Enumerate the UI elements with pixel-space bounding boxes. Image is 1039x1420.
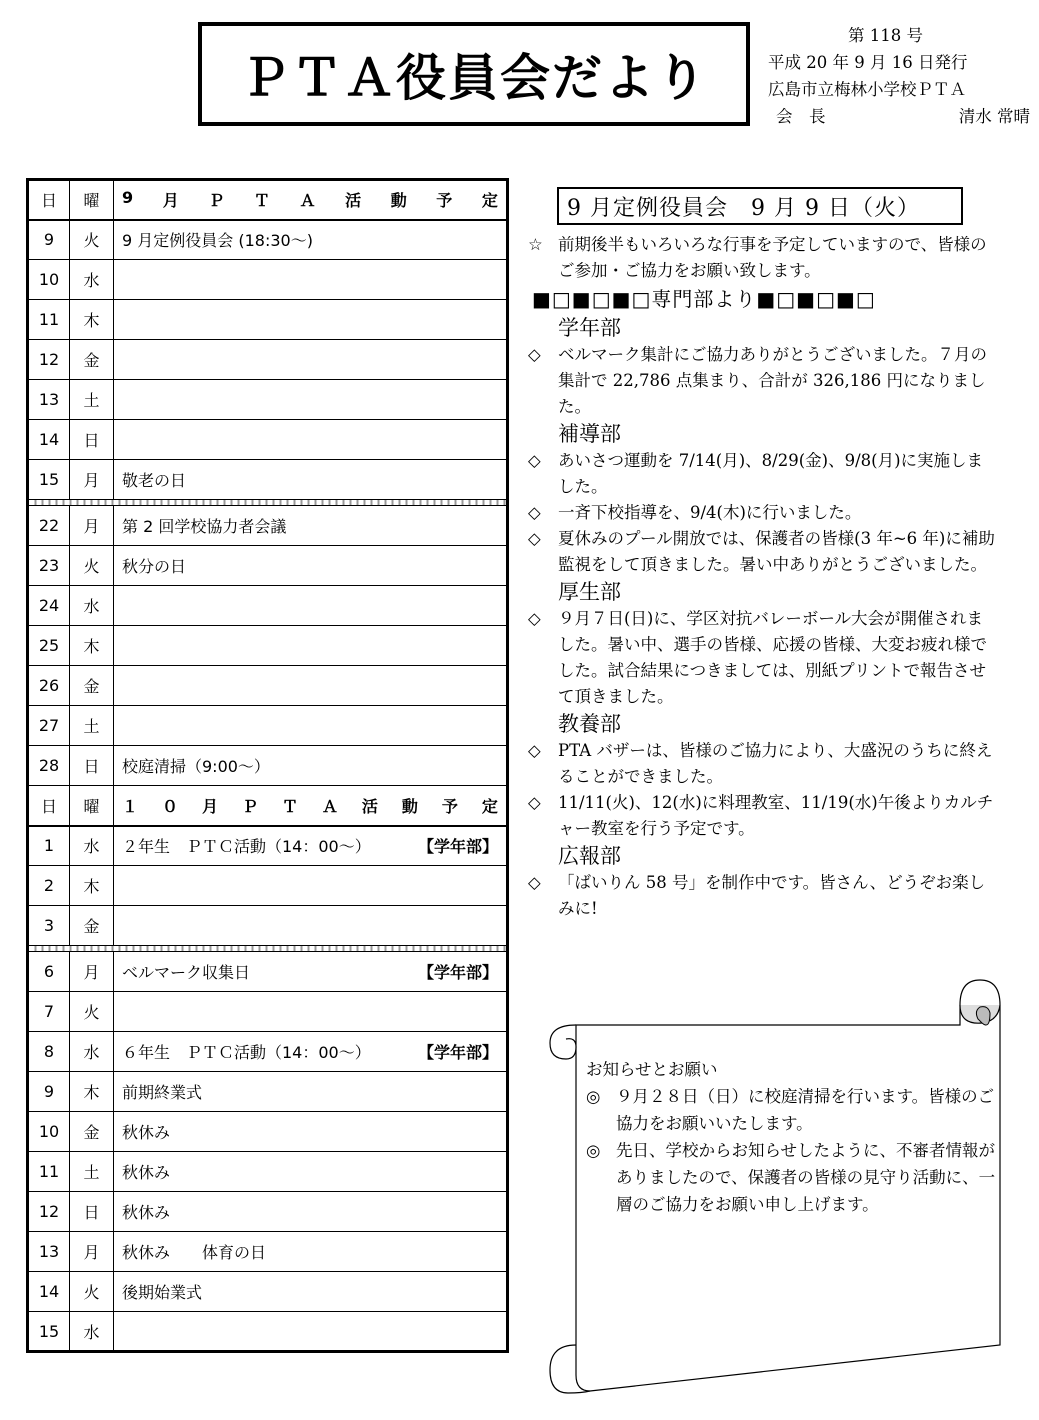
row-event-cell bbox=[114, 706, 508, 746]
schedule-row bbox=[28, 420, 508, 460]
row-event-cell bbox=[114, 1272, 508, 1312]
schedule-row bbox=[28, 992, 508, 1032]
schedule-row bbox=[28, 506, 508, 546]
row-event: 秋休み bbox=[122, 1203, 171, 1222]
row-weekday: 水 bbox=[70, 826, 114, 866]
schedule-row bbox=[28, 1152, 508, 1192]
row-weekday: 金 bbox=[70, 666, 114, 706]
issue-date: 平成 20 年 9 月 16 日発行 bbox=[768, 53, 968, 72]
section-item bbox=[528, 790, 998, 842]
star-icon: ☆ bbox=[528, 235, 543, 254]
row-weekday: 金 bbox=[70, 340, 114, 380]
row-day: 13 bbox=[28, 1232, 70, 1272]
schedule-row bbox=[28, 220, 508, 260]
row-event-cell bbox=[114, 1112, 508, 1152]
president-name: 清水 常晴 bbox=[958, 107, 1030, 126]
row-day: 8 bbox=[28, 1032, 70, 1072]
section-item-text: 「ばいりん 58 号」を制作中です。皆さん、どうぞお楽しみに! bbox=[558, 873, 986, 918]
row-weekday: 火 bbox=[70, 220, 114, 260]
row-event-cell bbox=[114, 380, 508, 420]
row-weekday: 月 bbox=[70, 1232, 114, 1272]
row-weekday: 土 bbox=[70, 380, 114, 420]
schedule-row bbox=[28, 1112, 508, 1152]
header-title-char: Ｐ bbox=[208, 191, 225, 211]
intro-paragraph bbox=[528, 232, 998, 284]
row-day: 15 bbox=[28, 460, 70, 500]
schedule-row bbox=[28, 706, 508, 746]
row-event: 秋休み bbox=[122, 1123, 171, 1142]
header-title-char: 月 bbox=[162, 191, 179, 211]
section-item bbox=[528, 500, 998, 526]
row-day: 27 bbox=[28, 706, 70, 746]
schedule-row bbox=[28, 666, 508, 706]
row-event-cell bbox=[114, 220, 508, 260]
row-event: 後期始業式 bbox=[122, 1283, 203, 1302]
header-title-char: ０ bbox=[161, 796, 178, 816]
meeting-title: 9 月定例役員会 9 月 9 日（火） bbox=[557, 187, 963, 225]
row-weekday: 木 bbox=[70, 866, 114, 906]
row-day: 9 bbox=[28, 220, 70, 260]
section-item-text: 一斉下校指導を、9/4(木)に行いました。 bbox=[558, 503, 862, 522]
news-sections bbox=[528, 314, 998, 922]
schedule-row bbox=[28, 260, 508, 300]
schedule-row bbox=[28, 586, 508, 626]
row-weekday: 金 bbox=[70, 1112, 114, 1152]
schedule-header-row bbox=[28, 786, 508, 826]
header-title-char: 月 bbox=[201, 796, 218, 816]
row-event-cell bbox=[114, 666, 508, 706]
row-weekday: 日 bbox=[70, 1192, 114, 1232]
section-item bbox=[528, 448, 998, 500]
row-event: 秋休み bbox=[122, 1163, 171, 1182]
row-event-cell bbox=[114, 460, 508, 500]
header-title-char: 動 bbox=[390, 191, 407, 211]
notice-item-text: ９月２８日（日）に校庭清掃を行います。皆様のご協力をお願いいたします。 bbox=[616, 1087, 995, 1133]
schedule-row bbox=[28, 1192, 508, 1232]
section-item-text: 11/11(火)、12(水)に料理教室、11/19(水)午後よりカルチャー教室を行う予定です。 bbox=[558, 793, 994, 838]
row-weekday: 火 bbox=[70, 992, 114, 1032]
section-item-text: ９月７日(日)に、学区対抗バレーボール大会が開催されました。暑い中、選手の皆様、応援の皆様、大変お疲れ様でした。試合結果につきましては、別紙プリントで報告させて頂きました。 bbox=[558, 609, 987, 706]
diamond-icon: ◇ bbox=[528, 503, 541, 522]
row-event: 校庭清掃（9:00～） bbox=[122, 757, 270, 776]
row-weekday: 日 bbox=[70, 746, 114, 786]
row-day: 22 bbox=[28, 506, 70, 546]
row-event-cell bbox=[114, 1152, 508, 1192]
row-day: 14 bbox=[28, 1272, 70, 1312]
president-line bbox=[768, 103, 1030, 130]
header-title-char: 予 bbox=[441, 796, 458, 816]
row-day: 7 bbox=[28, 992, 70, 1032]
header-day: 日 bbox=[28, 180, 70, 220]
schedule-row bbox=[28, 460, 508, 500]
section-heading: 広報部 bbox=[558, 844, 621, 868]
row-day: 15 bbox=[28, 1312, 70, 1352]
row-day: 11 bbox=[28, 300, 70, 340]
schedule-row bbox=[28, 746, 508, 786]
row-event: 敬老の日 bbox=[122, 471, 187, 490]
diamond-icon: ◇ bbox=[528, 345, 541, 364]
row-weekday: 水 bbox=[70, 1312, 114, 1352]
row-event-cell bbox=[114, 1072, 508, 1112]
row-event: ベルマーク収集日 bbox=[122, 963, 251, 982]
row-weekday: 日 bbox=[70, 420, 114, 460]
header-title-char: 定 bbox=[481, 796, 498, 816]
header-title-char: １ bbox=[122, 796, 139, 816]
row-event-cell bbox=[114, 992, 508, 1032]
header-title-char: 動 bbox=[401, 796, 418, 816]
row-day: 14 bbox=[28, 420, 70, 460]
row-day: 6 bbox=[28, 952, 70, 992]
schedule-table bbox=[26, 178, 509, 1353]
header-title-char: Ｔ bbox=[253, 191, 270, 211]
diamond-icon: ◇ bbox=[528, 451, 541, 470]
row-event-cell bbox=[114, 340, 508, 380]
header-title-char: Ｐ bbox=[241, 796, 258, 816]
schedule-row bbox=[28, 1272, 508, 1312]
diamond-icon: ◇ bbox=[528, 873, 541, 892]
row-event: 秋休み 体育の日 bbox=[122, 1243, 267, 1262]
section-heading: 学年部 bbox=[558, 316, 621, 340]
row-event-cell bbox=[114, 506, 508, 546]
row-day: 23 bbox=[28, 546, 70, 586]
row-event: 9 月定例役員会 (18:30～) bbox=[122, 231, 313, 251]
row-weekday: 木 bbox=[70, 626, 114, 666]
schedule-row bbox=[28, 906, 508, 946]
row-event: ６年生 ＰＴＣ活動（14：00～） bbox=[122, 1043, 371, 1062]
row-day: 9 bbox=[28, 1072, 70, 1112]
row-event-cell bbox=[114, 1192, 508, 1232]
section-heading: 教養部 bbox=[558, 712, 621, 736]
header-title-char: 活 bbox=[345, 191, 362, 211]
schedule-header-row bbox=[28, 180, 508, 220]
section-item bbox=[528, 738, 998, 790]
header-title-chars bbox=[122, 188, 498, 211]
notice-item-text: 先日、学校からお知らせしたように、不審者情報がありましたので、保護者の皆様の見守り活動に、一層のご協力をお願い申し上げます。 bbox=[616, 1141, 996, 1214]
schedule-row bbox=[28, 300, 508, 340]
row-event-cell bbox=[114, 1032, 508, 1072]
section-item bbox=[528, 606, 998, 710]
diamond-icon: ◇ bbox=[528, 793, 541, 812]
row-day: 13 bbox=[28, 380, 70, 420]
section-item-text: PTA バザーは、皆様のご協力により、大盛況のうちに終えることができました。 bbox=[558, 741, 993, 786]
notice-items bbox=[586, 1083, 996, 1218]
diamond-icon: ◇ bbox=[528, 529, 541, 548]
row-event-cell bbox=[114, 906, 508, 946]
notice-item bbox=[586, 1137, 996, 1218]
intro-text: 前期後半もいろいろな行事を予定していますので、皆様のご参加・ご協力をお願い致します。 bbox=[558, 235, 987, 280]
header-title bbox=[114, 786, 508, 826]
section-item-text: 夏休みのプール開放では、保護者の皆様(3 年~6 年)に補助監視をして頂きました。暑い中ありがとうございました。 bbox=[558, 529, 995, 574]
issue-info bbox=[768, 22, 1030, 130]
row-weekday: 金 bbox=[70, 906, 114, 946]
header-title-char: Ｔ bbox=[281, 796, 298, 816]
row-day: 11 bbox=[28, 1152, 70, 1192]
schedule-row bbox=[28, 1072, 508, 1112]
header-title-chars bbox=[122, 794, 498, 817]
double-circle-icon: ◎ bbox=[586, 1141, 601, 1160]
news-column bbox=[528, 232, 998, 922]
row-day: 10 bbox=[28, 1112, 70, 1152]
school-name: 広島市立梅林小学校ＰＴＡ bbox=[768, 80, 966, 99]
row-weekday: 火 bbox=[70, 1272, 114, 1312]
row-weekday: 月 bbox=[70, 460, 114, 500]
row-event-cell bbox=[114, 586, 508, 626]
row-weekday: 水 bbox=[70, 586, 114, 626]
row-event-cell bbox=[114, 746, 508, 786]
row-event: 第 2 回学校協力者会議 bbox=[122, 517, 287, 536]
diamond-icon: ◇ bbox=[528, 741, 541, 760]
row-weekday: 火 bbox=[70, 546, 114, 586]
president-role: 会 長 bbox=[776, 107, 826, 126]
schedule-row bbox=[28, 626, 508, 666]
schedule-row bbox=[28, 866, 508, 906]
section-heading: 厚生部 bbox=[558, 580, 621, 604]
notice-title: お知らせとお願い bbox=[586, 1060, 718, 1079]
row-day: 12 bbox=[28, 1192, 70, 1232]
schedule-row bbox=[28, 546, 508, 586]
row-event-cell bbox=[114, 952, 508, 992]
double-circle-icon: ◎ bbox=[586, 1087, 601, 1106]
row-tag: 【学年部】 bbox=[417, 1043, 498, 1062]
section-heading: 補導部 bbox=[558, 422, 621, 446]
header-title bbox=[114, 180, 508, 220]
row-event-cell bbox=[114, 826, 508, 866]
row-event-cell bbox=[114, 260, 508, 300]
notice-box bbox=[586, 1056, 996, 1218]
row-event: ２年生 ＰＴＣ活動（14：00～） bbox=[122, 837, 371, 857]
row-weekday: 月 bbox=[70, 506, 114, 546]
header-title-char: 活 bbox=[361, 796, 378, 816]
row-day: 3 bbox=[28, 906, 70, 946]
row-day: 2 bbox=[28, 866, 70, 906]
header-weekday: 曜 bbox=[70, 786, 114, 826]
diamond-icon: ◇ bbox=[528, 609, 541, 628]
header-day: 日 bbox=[28, 786, 70, 826]
section-item-text: ベルマーク集計にご協力ありがとうございました。７月の集計で 22,786 点集まり、合計が 326,186 円になりました。 bbox=[558, 345, 987, 416]
row-day: 28 bbox=[28, 746, 70, 786]
section-bar: ■□■□■□専門部より■□■□■□ bbox=[532, 287, 876, 311]
row-weekday: 木 bbox=[70, 1072, 114, 1112]
header-title-char: 9 bbox=[122, 188, 134, 208]
row-weekday: 土 bbox=[70, 706, 114, 746]
header-title-char: Ａ bbox=[299, 191, 316, 211]
row-event-cell bbox=[114, 1232, 508, 1272]
schedule-row bbox=[28, 380, 508, 420]
row-weekday: 水 bbox=[70, 1032, 114, 1072]
row-event-cell bbox=[114, 1312, 508, 1352]
newsletter-title: ＰＴＡ役員会だより bbox=[240, 49, 708, 107]
header-title-char: 定 bbox=[481, 191, 498, 211]
schedule-row bbox=[28, 1032, 508, 1072]
schedule-row bbox=[28, 1232, 508, 1272]
row-tag: 【学年部】 bbox=[417, 837, 498, 857]
section-item bbox=[528, 870, 998, 922]
header-weekday: 曜 bbox=[70, 180, 114, 220]
row-event-cell bbox=[114, 626, 508, 666]
row-event-cell bbox=[114, 420, 508, 460]
header-title-char: 予 bbox=[436, 191, 453, 211]
row-weekday: 木 bbox=[70, 300, 114, 340]
row-tag: 【学年部】 bbox=[417, 963, 498, 982]
schedule-row bbox=[28, 952, 508, 992]
schedule-row bbox=[28, 340, 508, 380]
newsletter-title-box bbox=[198, 22, 750, 126]
section-item bbox=[528, 342, 998, 420]
row-event-cell bbox=[114, 866, 508, 906]
section-item bbox=[528, 526, 998, 578]
row-event: 前期終業式 bbox=[122, 1083, 203, 1102]
row-weekday: 月 bbox=[70, 952, 114, 992]
issue-number: 第 118 号 bbox=[848, 26, 923, 45]
row-weekday: 土 bbox=[70, 1152, 114, 1192]
section-item-text: あいさつ運動を 7/14(月)、8/29(金)、9/8(月)に実施しました。 bbox=[558, 451, 984, 496]
row-day: 12 bbox=[28, 340, 70, 380]
schedule-row bbox=[28, 826, 508, 866]
header-title-char: Ａ bbox=[321, 796, 338, 816]
row-event-cell bbox=[114, 546, 508, 586]
row-day: 24 bbox=[28, 586, 70, 626]
row-day: 10 bbox=[28, 260, 70, 300]
schedule-row bbox=[28, 1312, 508, 1352]
row-day: 1 bbox=[28, 826, 70, 866]
row-event: 秋分の日 bbox=[122, 557, 187, 576]
row-day: 26 bbox=[28, 666, 70, 706]
row-event-cell bbox=[114, 300, 508, 340]
row-weekday: 水 bbox=[70, 260, 114, 300]
notice-item bbox=[586, 1083, 996, 1137]
row-day: 25 bbox=[28, 626, 70, 666]
